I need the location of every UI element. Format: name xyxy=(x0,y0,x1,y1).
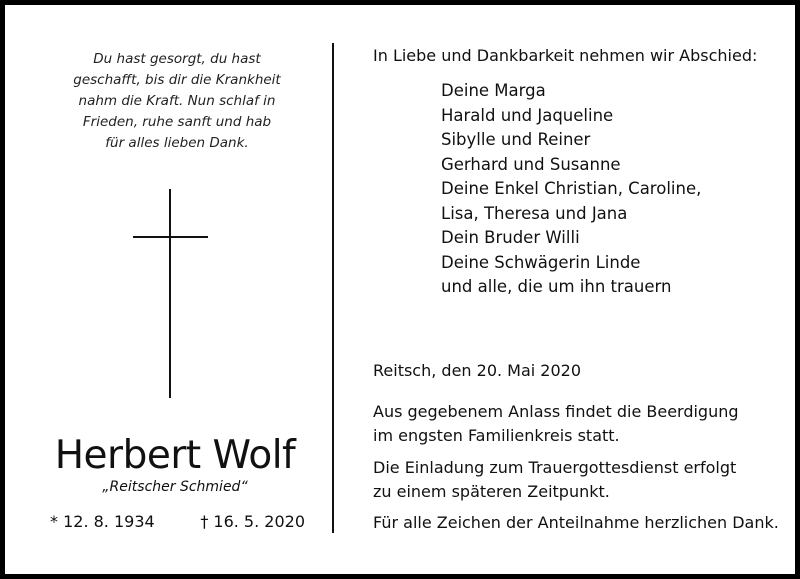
verse-line: Frieden, ruhe sanft und hab xyxy=(82,114,272,130)
deceased-name: Herbert Wolf xyxy=(54,433,296,478)
notice-paragraph xyxy=(373,456,739,504)
thanks-line: Für alle Zeichen der Anteilnahme herzlichen Dank. xyxy=(373,513,779,532)
mourner-entry: Deine Enkel Christian, Caroline, xyxy=(441,179,702,198)
mourner-entry: Harald und Jaqueline xyxy=(441,105,614,125)
deceased-nickname: „Reitscher Schmied“ xyxy=(102,479,248,495)
mourner-entry: Dein Bruder Willi xyxy=(441,228,580,247)
verse-line: geschafft, bis dir die Krankheit xyxy=(73,72,281,88)
verse-line: Du hast gesorgt, du hast xyxy=(93,51,261,67)
mourner-entry: Deine Schwägerin Linde xyxy=(441,252,641,272)
notice-line: im engsten Familienkreis statt. xyxy=(373,426,620,445)
cross-icon-beam xyxy=(133,236,208,238)
verse xyxy=(45,49,309,154)
birth-date: * 12. 8. 1934 xyxy=(50,512,155,531)
announcement-heading: In Liebe und Dankbarkeit nehmen wir Abschied: xyxy=(373,46,758,65)
mourner-entry: und alle, die um ihn trauern xyxy=(441,277,672,296)
mourner-entry: Sibylle und Reiner xyxy=(441,130,591,149)
obituary-card xyxy=(5,5,795,574)
notice-paragraph xyxy=(373,400,739,448)
verse-line: für alles lieben Dank. xyxy=(105,135,249,151)
divider-line xyxy=(332,43,334,533)
death-date: † 16. 5. 2020 xyxy=(200,512,305,531)
notice-line: zu einem späteren Zeitpunkt. xyxy=(373,482,610,501)
mourners-list xyxy=(441,79,701,300)
mourner-entry: Deine Marga xyxy=(441,81,546,100)
verse-line: nahm die Kraft. Nun schlaf in xyxy=(78,93,276,109)
place-date: Reitsch, den 20. Mai 2020 xyxy=(373,361,582,380)
cross-icon xyxy=(169,189,171,398)
notice-line: Aus gegebenem Anlass findet die Beerdigung xyxy=(373,402,739,421)
funeral-notices xyxy=(373,400,739,512)
mourner-entry: Lisa, Theresa und Jana xyxy=(441,203,628,223)
mourner-entry: Gerhard und Susanne xyxy=(441,154,621,174)
notice-line: Die Einladung zum Trauergottesdienst erfolgt xyxy=(373,458,737,477)
